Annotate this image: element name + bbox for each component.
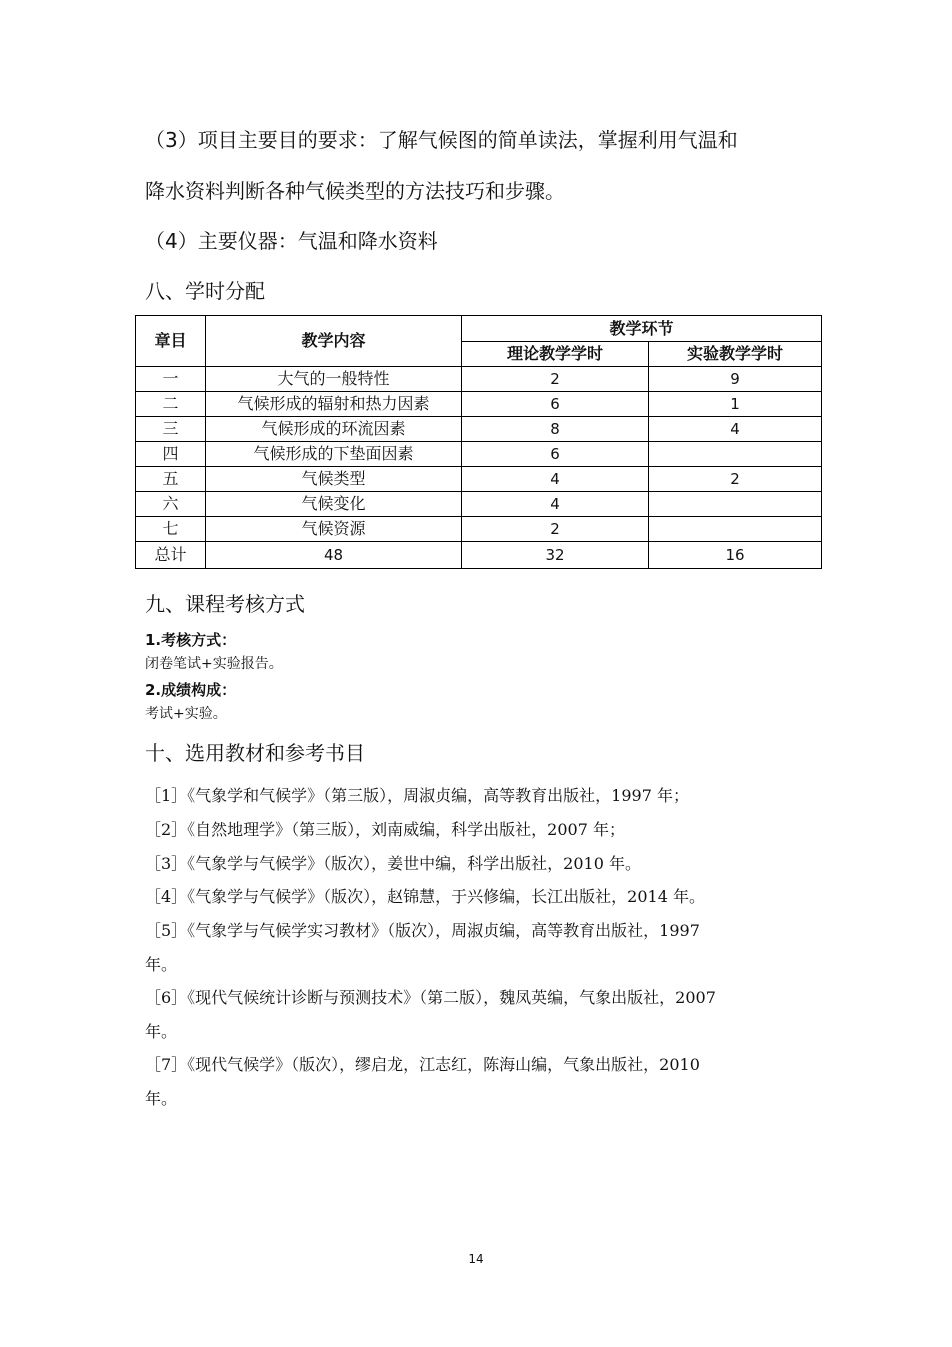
item3-line1: （3）项目主要目的要求：了解气候图的简单读法，掌握利用气温和 bbox=[145, 128, 738, 152]
cell-lab: 9 bbox=[649, 367, 822, 392]
cell-chapter: 二 bbox=[136, 392, 206, 417]
cell-content: 气候形成的下垫面因素 bbox=[206, 442, 462, 467]
cell-content: 大气的一般特性 bbox=[206, 367, 462, 392]
cell-content: 气候资源 bbox=[206, 517, 462, 542]
hours-table bbox=[135, 315, 822, 569]
header-content: 教学内容 bbox=[206, 316, 462, 367]
reference-7: ［7］《现代气候学》（版次），缪启龙，江志红，陈海山编，气象出版社，2010 bbox=[145, 1055, 700, 1074]
table-row bbox=[136, 392, 822, 417]
total-lab: 16 bbox=[649, 542, 822, 569]
cell-lab bbox=[649, 492, 822, 517]
cell-content: 气候类型 bbox=[206, 467, 462, 492]
total-content: 48 bbox=[206, 542, 462, 569]
item4-line: （4）主要仪器：气温和降水资料 bbox=[145, 229, 438, 253]
assessment-method-value: 闭卷笔试+实验报告。 bbox=[145, 656, 283, 672]
header-theory: 理论教学学时 bbox=[462, 342, 649, 367]
cell-lab: 2 bbox=[649, 467, 822, 492]
cell-content: 气候形成的辐射和热力因素 bbox=[206, 392, 462, 417]
cell-chapter: 六 bbox=[136, 492, 206, 517]
reference-5: ［5］《气象学与气候学实习教材》（版次），周淑贞编，高等教育出版社，1997 bbox=[145, 921, 700, 940]
cell-chapter: 五 bbox=[136, 467, 206, 492]
table-row bbox=[136, 367, 822, 392]
cell-theory: 2 bbox=[462, 517, 649, 542]
cell-chapter: 一 bbox=[136, 367, 206, 392]
page-number: 14 bbox=[468, 1252, 484, 1266]
reference-2: ［2］《自然地理学》（第三版），刘南威编，科学出版社，2007 年； bbox=[145, 820, 625, 839]
cell-theory: 4 bbox=[462, 467, 649, 492]
reference-5-cont: 年。 bbox=[145, 955, 178, 974]
cell-chapter: 三 bbox=[136, 417, 206, 442]
cell-theory: 4 bbox=[462, 492, 649, 517]
cell-content: 气候变化 bbox=[206, 492, 462, 517]
table-row bbox=[136, 492, 822, 517]
cell-content: 气候形成的环流因素 bbox=[206, 417, 462, 442]
cell-theory: 6 bbox=[462, 442, 649, 467]
grade-composition-value: 考试+实验。 bbox=[145, 706, 227, 722]
section8-title: 八、学时分配 bbox=[145, 279, 265, 303]
table-row bbox=[136, 517, 822, 542]
table-row bbox=[136, 442, 822, 467]
cell-chapter: 七 bbox=[136, 517, 206, 542]
table-row bbox=[136, 467, 822, 492]
header-group: 教学环节 bbox=[462, 316, 822, 342]
assessment-method-label: 1.考核方式： bbox=[145, 631, 237, 649]
item3-line2: 降水资料判断各种气候类型的方法技巧和步骤。 bbox=[145, 179, 565, 203]
total-label: 总计 bbox=[136, 542, 206, 569]
reference-7-cont: 年。 bbox=[145, 1089, 178, 1108]
header-lab: 实验教学学时 bbox=[649, 342, 822, 367]
reference-1: ［1］《气象学和气候学》（第三版），周淑贞编，高等教育出版社，1997 年； bbox=[145, 786, 689, 805]
table-row bbox=[136, 417, 822, 442]
cell-lab: 4 bbox=[649, 417, 822, 442]
cell-theory: 8 bbox=[462, 417, 649, 442]
section9-title: 九、课程考核方式 bbox=[145, 592, 305, 616]
header-chapter: 章目 bbox=[136, 316, 206, 367]
cell-theory: 2 bbox=[462, 367, 649, 392]
cell-chapter: 四 bbox=[136, 442, 206, 467]
table-total-row bbox=[136, 542, 822, 569]
grade-composition-label: 2.成绩构成： bbox=[145, 681, 237, 699]
cell-lab bbox=[649, 517, 822, 542]
total-theory: 32 bbox=[462, 542, 649, 569]
cell-theory: 6 bbox=[462, 392, 649, 417]
reference-4: ［4］《气象学与气候学》（版次），赵锦慧，于兴修编，长江出版社，2014 年。 bbox=[145, 887, 705, 906]
cell-lab bbox=[649, 442, 822, 467]
reference-6-cont: 年。 bbox=[145, 1022, 178, 1041]
reference-6: ［6］《现代气候统计诊断与预测技术》（第二版），魏凤英编，气象出版社，2007 bbox=[145, 988, 716, 1007]
reference-3: ［3］《气象学与气候学》（版次），姜世中编，科学出版社，2010 年。 bbox=[145, 854, 641, 873]
section10-title: 十、选用教材和参考书目 bbox=[145, 741, 365, 765]
cell-lab: 1 bbox=[649, 392, 822, 417]
